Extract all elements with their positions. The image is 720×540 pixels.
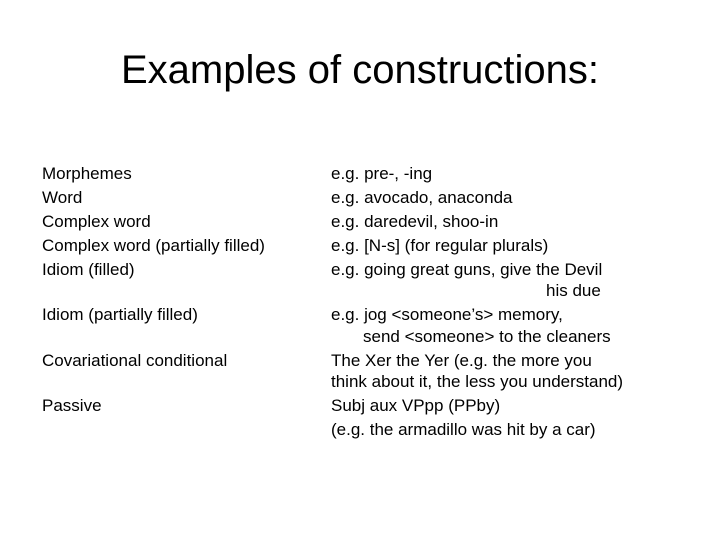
example-idiom-partially-filled-continued: send <someone> to the cleaners [363,327,611,346]
label-complex-word-partially-filled: Complex word (partially filled) [42,236,265,255]
example-covariational-conditional: The Xer the Yer (e.g. the more you [331,351,592,370]
label-passive: Passive [42,396,102,415]
example-complex-word-partially-filled: e.g. [N-s] (for regular plurals) [331,236,549,255]
label-idiom-partially-filled: Idiom (partially filled) [42,305,198,324]
slide-title: Examples of constructions: [121,48,599,92]
example-passive: Subj aux VPpp (PPby) [331,396,501,415]
example-covariational-conditional-continued: think about it, the less you understand) [331,372,624,391]
label-word: Word [42,188,83,207]
example-idiom-filled: e.g. going great guns, give the Devil [331,260,603,279]
label-idiom-filled: Idiom (filled) [42,260,135,279]
example-idiom-partially-filled: e.g. jog <someone’s> memory, [331,305,563,324]
label-complex-word: Complex word [42,212,151,231]
example-complex-word: e.g. daredevil, shoo-in [331,212,499,231]
example-morphemes: e.g. pre-, -ing [331,164,433,183]
example-idiom-filled-continued: his due [546,281,601,300]
example-passive-continued: (e.g. the armadillo was hit by a car) [331,420,596,439]
label-covariational-conditional: Covariational conditional [42,351,228,370]
example-word: e.g. avocado, anaconda [331,188,513,207]
label-morphemes: Morphemes [42,164,132,183]
